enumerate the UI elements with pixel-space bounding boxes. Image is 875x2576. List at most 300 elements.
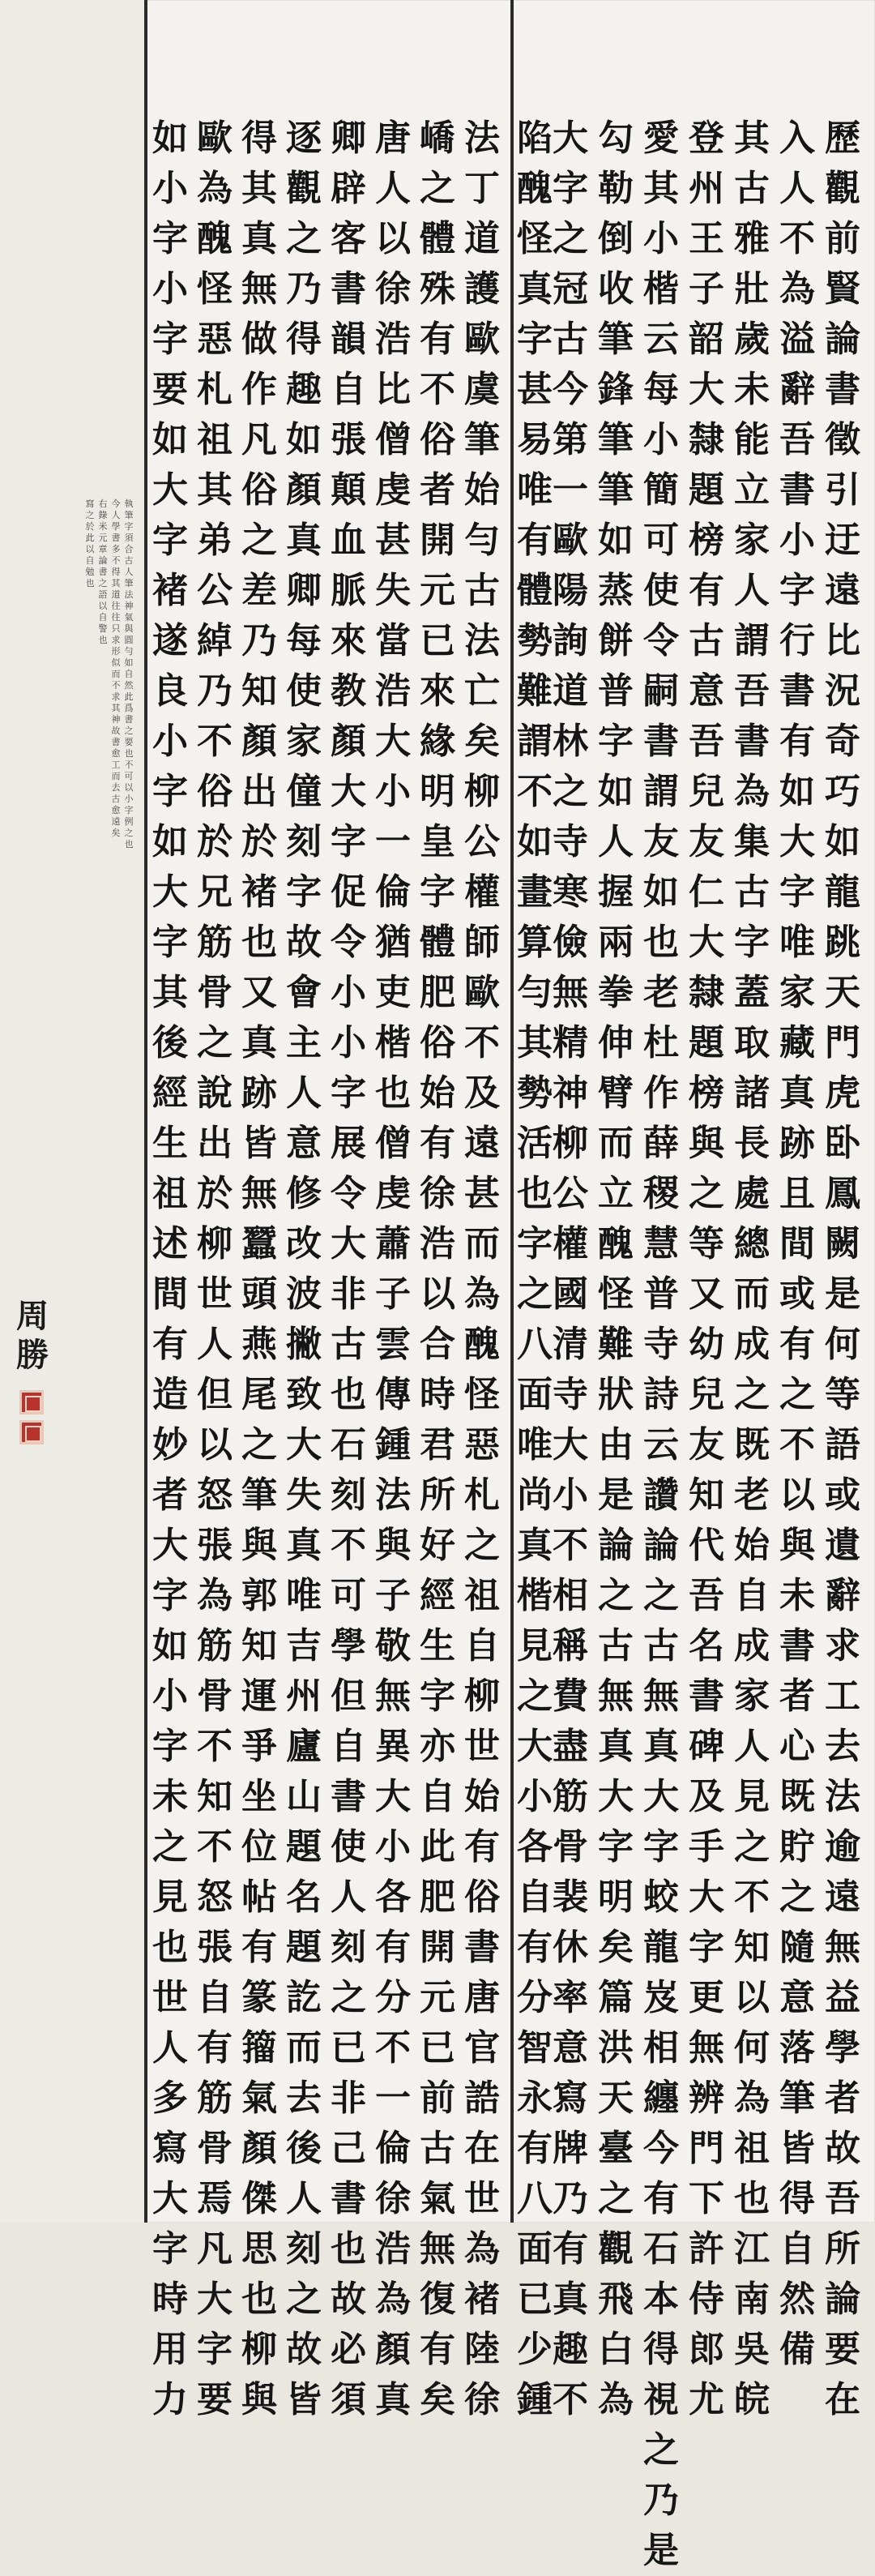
glyph: 天	[825, 972, 860, 1013]
glyph: 辭	[779, 369, 815, 410]
glyph: 凡	[197, 2228, 233, 2270]
glyph: 醜	[598, 1223, 634, 1264]
glyph: 人	[286, 2178, 322, 2219]
glyph: 血	[331, 520, 366, 561]
glyph: 凡	[241, 419, 277, 460]
glyph: 鋒	[598, 369, 634, 410]
glyph: 能	[734, 419, 770, 460]
glyph: 之	[517, 1273, 553, 1315]
glyph: 虎	[825, 1072, 860, 1114]
glyph: 如	[152, 1625, 188, 1667]
glyph: 小	[331, 972, 366, 1013]
glyph: 徐	[464, 2379, 500, 2420]
glyph: 卧	[825, 1123, 860, 1164]
glyph: 此	[85, 533, 95, 543]
glyph: 筆	[779, 2077, 815, 2119]
glyph: 於	[197, 821, 233, 862]
glyph: 出	[241, 771, 277, 812]
glyph: 生	[152, 1123, 188, 1164]
glyph: 虔	[375, 469, 411, 511]
glyph: 八	[517, 1324, 553, 1365]
glyph: 韶	[689, 319, 724, 360]
glyph: 公	[553, 1173, 588, 1214]
glyph: 論	[598, 1525, 634, 1566]
glyph: 張	[331, 419, 366, 460]
glyph: 浩	[375, 2228, 411, 2270]
glyph: 集	[734, 821, 770, 862]
glyph: 兒	[689, 771, 724, 812]
glyph: 書	[124, 714, 134, 725]
glyph: 愛	[643, 118, 679, 159]
glyph: 古	[734, 168, 770, 209]
glyph: 知	[241, 670, 277, 712]
glyph: 醜	[517, 168, 553, 209]
glyph: 歐	[197, 118, 233, 159]
glyph: 令	[331, 922, 366, 963]
glyph: 大	[331, 771, 366, 812]
glyph: 有	[241, 1927, 277, 1968]
glyph: 意	[779, 1977, 815, 2018]
glyph: 也	[124, 748, 134, 759]
glyph: 出	[197, 1123, 233, 1164]
glyph: 寫	[85, 499, 95, 509]
glyph: 之	[779, 1374, 815, 1415]
inscription-column-3	[97, 499, 109, 646]
glyph: 以	[779, 1474, 815, 1516]
glyph: 真	[286, 520, 322, 561]
glyph: 勒	[598, 168, 634, 209]
glyph: 遂	[152, 620, 188, 661]
glyph: 成	[734, 1625, 770, 1667]
inscription-column-4	[84, 499, 96, 589]
glyph: 自	[331, 369, 366, 410]
glyph: 仁	[689, 871, 724, 913]
glyph: 龍	[825, 871, 860, 913]
glyph: 自	[331, 1726, 366, 1767]
glyph: 或	[825, 1474, 860, 1516]
glyph: 真	[598, 1726, 634, 1767]
glyph: 錄	[98, 510, 108, 520]
glyph: 費	[553, 1675, 588, 1717]
glyph: 柳	[241, 2329, 277, 2370]
glyph: 骨	[197, 2128, 233, 2169]
glyph: 勢	[517, 1072, 553, 1114]
glyph: 歲	[734, 319, 770, 360]
glyph: 以	[98, 601, 108, 611]
glyph: 為	[734, 771, 770, 812]
glyph: 一	[375, 2077, 411, 2119]
glyph: 吏	[375, 972, 411, 1013]
glyph: 未	[152, 1776, 188, 1817]
glyph: 右	[98, 499, 108, 509]
glyph: 合	[124, 544, 134, 554]
glyph: 始	[420, 1072, 455, 1114]
glyph: 逾	[825, 1826, 860, 1868]
glyph: 浩	[375, 670, 411, 712]
glyph: 歷	[825, 118, 860, 159]
glyph: 山	[286, 1776, 322, 1817]
glyph: 大	[375, 1776, 411, 1817]
glyph: 籀	[241, 2027, 277, 2069]
glyph: 白	[598, 2329, 634, 2370]
glyph: 帖	[241, 1876, 277, 1918]
glyph: 始	[464, 1776, 500, 1817]
glyph: 書	[689, 1675, 724, 1717]
glyph: 徐	[375, 2178, 411, 2219]
glyph: 自	[124, 669, 134, 679]
glyph: 難	[517, 670, 553, 712]
glyph: 古	[598, 1625, 634, 1667]
glyph: 真	[779, 1072, 815, 1114]
text-column-5	[637, 113, 685, 2571]
glyph: 運	[241, 1675, 277, 1717]
glyph: 今	[643, 2128, 679, 2169]
glyph: 始	[734, 1525, 770, 1566]
glyph: 大	[643, 1776, 679, 1817]
glyph: 與	[241, 2379, 277, 2420]
glyph: 少	[517, 2329, 553, 2370]
glyph: 無	[598, 1675, 634, 1717]
glyph: 州	[689, 168, 724, 209]
glyph: 弟	[197, 520, 233, 561]
glyph: 體	[420, 218, 455, 259]
glyph: 其	[734, 118, 770, 159]
glyph: 有	[779, 721, 815, 762]
glyph: 鍾	[517, 2379, 553, 2420]
glyph: 名	[689, 1625, 724, 1667]
glyph: 益	[825, 1977, 860, 2018]
glyph: 丁	[464, 168, 500, 209]
glyph: 真	[375, 2379, 411, 2420]
glyph: 時	[152, 2279, 188, 2320]
glyph: 亡	[464, 670, 500, 712]
glyph: 異	[375, 1726, 411, 1767]
glyph: 不	[420, 369, 455, 410]
glyph: 真	[241, 1022, 277, 1063]
glyph: 之	[124, 725, 134, 736]
glyph: 門	[825, 1022, 860, 1063]
glyph: 傳	[375, 1374, 411, 1415]
glyph: 警	[98, 623, 108, 634]
text-column-9	[458, 113, 506, 2420]
glyph: 而	[286, 2027, 322, 2069]
glyph: 造	[152, 1374, 188, 1415]
glyph: 人	[197, 1324, 233, 1365]
glyph: 人	[124, 567, 134, 577]
glyph: 意	[286, 1123, 322, 1164]
glyph: 不	[197, 1726, 233, 1767]
glyph: 世	[464, 2178, 500, 2219]
glyph: 未	[734, 369, 770, 410]
glyph: 前	[825, 218, 860, 259]
glyph: 醜	[197, 218, 233, 259]
glyph: 如	[286, 419, 322, 460]
glyph: 筆	[124, 578, 134, 588]
glyph: 也	[734, 2178, 770, 2219]
glyph: 護	[464, 268, 500, 310]
glyph: 謂	[734, 620, 770, 661]
glyph: 有	[689, 570, 724, 611]
inscription-column-2	[110, 499, 122, 839]
glyph: 有	[517, 520, 553, 561]
text-column-13	[280, 113, 328, 2420]
glyph: 使	[331, 1826, 366, 1868]
glyph: 自	[464, 1625, 500, 1667]
glyph: 氣	[124, 612, 134, 623]
glyph: 普	[643, 1273, 679, 1315]
glyph: 面	[517, 1374, 553, 1415]
glyph: 林	[553, 721, 588, 762]
glyph: 筆	[241, 1474, 277, 1516]
glyph: 亦	[420, 1726, 455, 1767]
glyph: 名	[286, 1876, 322, 1918]
glyph: 得	[111, 567, 121, 577]
glyph: 權	[553, 1223, 588, 1264]
glyph: 得	[241, 118, 277, 159]
glyph: 家	[734, 520, 770, 561]
glyph: 改	[286, 1223, 322, 1264]
glyph: 於	[241, 821, 277, 862]
glyph: 米	[98, 521, 108, 532]
glyph: 經	[420, 1575, 455, 1616]
glyph: 知	[734, 1927, 770, 1968]
glyph: 矣	[598, 1927, 634, 1968]
glyph: 由	[598, 1424, 634, 1466]
glyph: 臺	[598, 2128, 634, 2169]
glyph: 纏	[643, 2077, 679, 2119]
glyph: 之	[598, 2178, 634, 2219]
glyph: 行	[779, 620, 815, 661]
glyph: 比	[375, 369, 411, 410]
glyph: 筋	[197, 922, 233, 963]
glyph: 歐	[553, 520, 588, 561]
glyph: 字	[286, 871, 322, 913]
glyph: 南	[734, 2279, 770, 2320]
glyph: 其	[517, 1022, 553, 1063]
glyph: 可	[331, 1575, 366, 1616]
glyph: 爲	[124, 703, 134, 713]
text-column-8	[510, 113, 559, 2420]
glyph: 是	[825, 1273, 860, 1315]
glyph: 有	[779, 1324, 815, 1365]
glyph: 吉	[286, 1625, 322, 1667]
glyph: 如	[598, 520, 634, 561]
glyph: 必	[331, 2329, 366, 2370]
glyph: 既	[734, 1424, 770, 1466]
glyph: 登	[689, 118, 724, 159]
glyph: 不	[124, 760, 134, 770]
glyph: 人	[598, 821, 634, 862]
glyph: 爭	[241, 1726, 277, 1767]
glyph: 矣	[420, 2379, 455, 2420]
artist-seal-1	[19, 1390, 44, 1414]
glyph: 顛	[331, 469, 366, 511]
glyph: 大	[152, 469, 188, 511]
glyph: 如	[779, 771, 815, 812]
glyph: 吾	[734, 670, 770, 712]
glyph: 引	[825, 469, 860, 511]
glyph: 字	[331, 1072, 366, 1114]
glyph: 遠	[825, 1876, 860, 1918]
glyph: 握	[598, 871, 634, 913]
glyph: 小	[152, 268, 188, 310]
glyph: 刻	[286, 821, 322, 862]
glyph: 札	[197, 369, 233, 410]
glyph: 開	[420, 1927, 455, 1968]
glyph: 小	[152, 721, 188, 762]
glyph: 之	[598, 1575, 634, 1616]
glyph: 冠	[553, 268, 588, 310]
glyph: 敬	[375, 1625, 411, 1667]
glyph: 遠	[111, 816, 121, 827]
glyph: 之	[98, 578, 108, 588]
glyph: 刻	[286, 2228, 322, 2270]
glyph: 字	[152, 922, 188, 963]
glyph: 前	[420, 2077, 455, 2119]
glyph: 例	[124, 816, 134, 827]
glyph: 觀	[286, 168, 322, 209]
glyph: 簡	[643, 469, 679, 511]
glyph: 故	[111, 725, 121, 736]
glyph: 以	[197, 1424, 233, 1466]
glyph: 有	[553, 2228, 588, 2270]
glyph: 坐	[241, 1776, 277, 1817]
text-column-15	[190, 113, 239, 2420]
glyph: 趣	[286, 369, 322, 410]
glyph: 甚	[464, 1173, 500, 1214]
glyph: 以	[85, 544, 95, 554]
glyph: 法	[375, 1474, 411, 1516]
glyph: 筆	[598, 319, 634, 360]
glyph: 徐	[420, 1173, 455, 1214]
glyph: 之	[553, 218, 588, 259]
glyph: 古	[331, 1324, 366, 1365]
glyph: 書	[464, 1927, 500, 1968]
glyph: 吳	[734, 2329, 770, 2370]
glyph: 蓋	[734, 972, 770, 1013]
glyph: 雅	[734, 218, 770, 259]
glyph: 書	[331, 2178, 366, 2219]
glyph: 意	[553, 2027, 588, 2069]
glyph: 也	[331, 2228, 366, 2270]
glyph: 既	[779, 1776, 815, 1817]
glyph: 工	[825, 1675, 860, 1717]
glyph: 石	[331, 1424, 366, 1466]
text-column-2	[773, 113, 822, 2370]
glyph: 不	[111, 555, 121, 566]
glyph: 其	[197, 469, 233, 511]
glyph: 永	[517, 2077, 553, 2119]
glyph: 家	[286, 721, 322, 762]
glyph: 見	[734, 1776, 770, 1817]
glyph: 也	[85, 578, 95, 588]
glyph: 工	[111, 760, 121, 770]
glyph: 蕭	[375, 1223, 411, 1264]
glyph: 求	[111, 691, 121, 702]
glyph: 然	[124, 680, 134, 691]
glyph: 讚	[643, 1474, 679, 1516]
glyph: 小	[779, 520, 815, 561]
glyph: 韻	[331, 319, 366, 360]
glyph: 之	[286, 218, 322, 259]
glyph: 說	[197, 1072, 233, 1114]
glyph: 權	[464, 871, 500, 913]
glyph: 稱	[553, 1625, 588, 1667]
glyph: 怒	[197, 1876, 233, 1918]
glyph: 心	[779, 1726, 815, 1767]
glyph: 如	[517, 821, 553, 862]
glyph: 學	[331, 1625, 366, 1667]
glyph: 蠶	[241, 1223, 277, 1264]
glyph: 多	[111, 544, 121, 554]
glyph: 乃	[553, 2178, 588, 2219]
glyph: 之	[420, 168, 455, 209]
glyph: 飛	[598, 2279, 634, 2320]
glyph: 觀	[598, 2228, 634, 2270]
glyph: 真	[517, 1525, 553, 1566]
glyph: 何	[825, 1324, 860, 1365]
glyph: 觀	[825, 168, 860, 209]
glyph: 合	[420, 1324, 455, 1365]
glyph: 人	[286, 1072, 322, 1114]
glyph: 顏	[331, 721, 366, 762]
glyph: 或	[779, 1273, 815, 1315]
glyph: 故	[331, 2279, 366, 2320]
glyph: 大	[152, 2178, 188, 2219]
glyph: 長	[734, 1123, 770, 1164]
glyph: 字	[152, 319, 188, 360]
glyph: 總	[734, 1223, 770, 1264]
glyph: 寫	[553, 2077, 588, 2119]
glyph: 小	[643, 218, 679, 259]
glyph: 皆	[779, 2128, 815, 2169]
glyph: 法	[464, 118, 500, 159]
glyph: 不	[331, 1525, 366, 1566]
glyph: 以	[375, 218, 411, 259]
glyph: 道	[464, 218, 500, 259]
glyph: 語	[98, 589, 108, 600]
glyph: 寒	[553, 871, 588, 913]
glyph: 真	[553, 2279, 588, 2320]
glyph: 致	[286, 1374, 322, 1415]
glyph: 清	[553, 1324, 588, 1365]
glyph: 遺	[825, 1525, 860, 1566]
glyph: 刻	[331, 1474, 366, 1516]
glyph: 所	[420, 1474, 455, 1516]
glyph: 蒸	[598, 570, 634, 611]
glyph: 尚	[517, 1474, 553, 1516]
glyph: 元	[420, 1977, 455, 2018]
glyph: 古	[111, 794, 121, 804]
glyph: 經	[152, 1072, 188, 1114]
glyph: 要	[197, 2379, 233, 2420]
glyph: 己	[331, 2128, 366, 2169]
glyph: 肥	[420, 972, 455, 1013]
glyph: 骨	[197, 1675, 233, 1717]
glyph: 卿	[286, 570, 322, 611]
glyph: 無	[689, 2027, 724, 2069]
glyph: 大	[286, 1424, 322, 1466]
glyph: 不	[779, 218, 815, 259]
glyph: 之	[241, 520, 277, 561]
glyph: 及	[464, 1072, 500, 1114]
glyph: 俗	[420, 1022, 455, 1063]
glyph: 之	[643, 2429, 679, 2471]
glyph: 辟	[331, 168, 366, 209]
glyph: 張	[197, 1525, 233, 1566]
glyph: 小	[375, 771, 411, 812]
glyph: 榜	[689, 1072, 724, 1114]
